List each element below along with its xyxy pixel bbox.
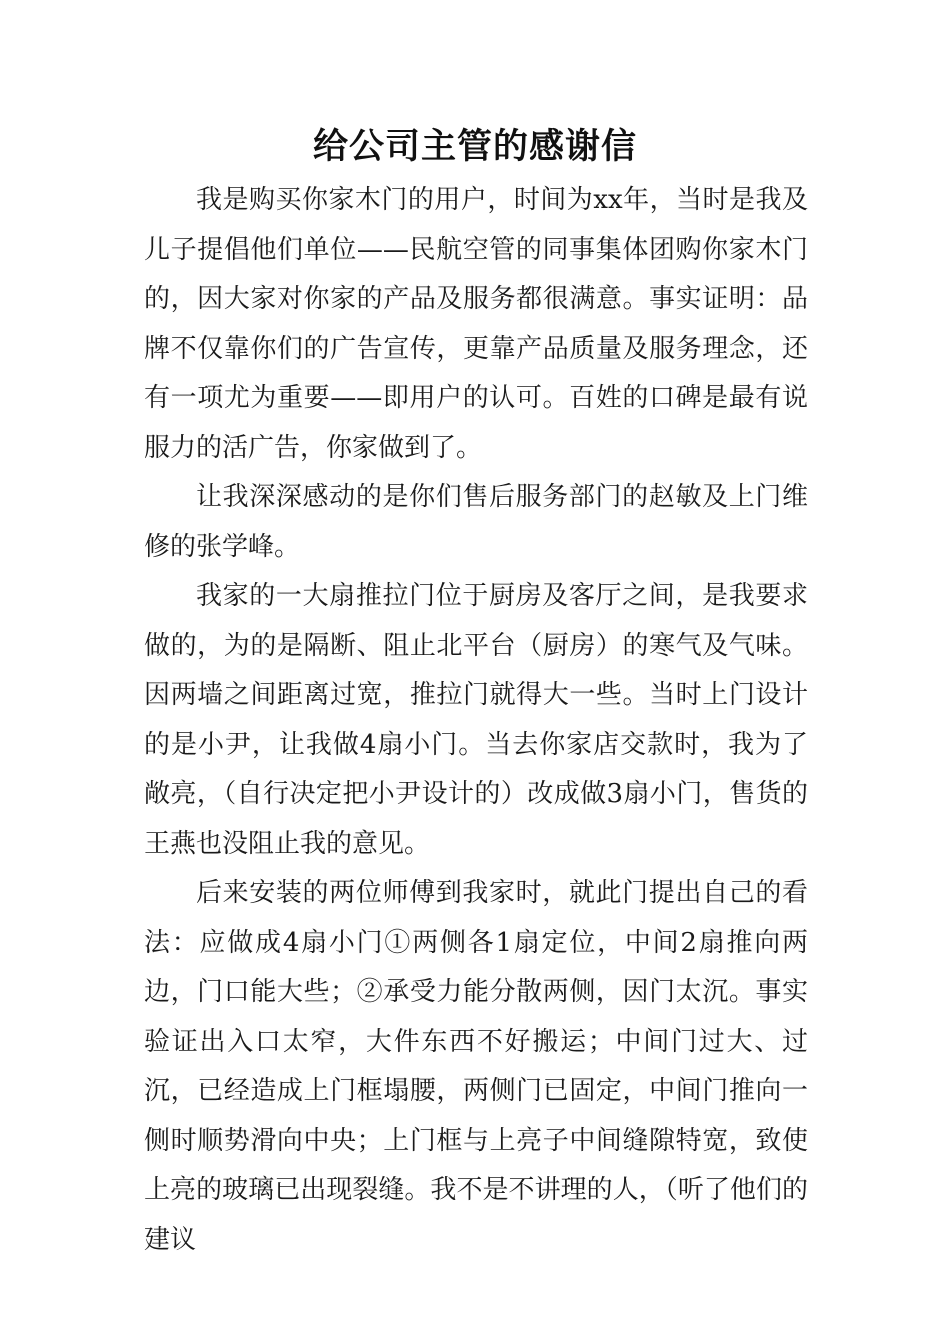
paragraph-3: 我家的一大扇推拉门位于厨房及客厅之间，是我要求做的，为的是隔断、阻止北平台（厨房）的寒气及气味。因两墙之间距离过宽，推拉门就得大一些。当时上门设计的是小尹，让我做4扇小门。当去你家店交款时，我为了敞亮，（自行决定把小尹设计的）改成做3扇小门，售货的王燕也没阻止我的意见。 — [144, 581, 808, 859]
paragraph-2: 让我深深感动的是你们售后服务部门的赵敏及上门维修的张学峰。 — [144, 482, 808, 562]
document-body — [144, 176, 808, 1265]
paragraph-4: 后来安装的两位师傅到我家时，就此门提出自己的看法：应做成4扇小门①两侧各1扇定位，中间2扇推向两边，门口能大些；②承受力能分散两侧，因门太沉。事实验证出入口太窄，大件东西不好搬运；中间门过大、过沉，已经造成上门框塌腰，两侧门已固定，中间门推向一侧时顺势滑向中央；上门框与上亮子中间缝隙特宽，致使上亮的玻璃已出现裂缝。我不是不讲理的人，（听了他们的建议 — [144, 878, 808, 1255]
paragraph-1: 我是购买你家木门的用户，时间为xx年，当时是我及儿子提倡他们单位——民航空管的同事集体团购你家木门的，因大家对你家的产品及服务都很满意。事实证明：品牌不仅靠你们的广告宣传，更靠产品质量及服务理念，还有一项尤为重要——即用户的认可。百姓的口碑是最有说服力的活广告，你家做到了。 — [144, 185, 808, 463]
document-title: 给公司主管的感谢信 — [312, 127, 637, 167]
